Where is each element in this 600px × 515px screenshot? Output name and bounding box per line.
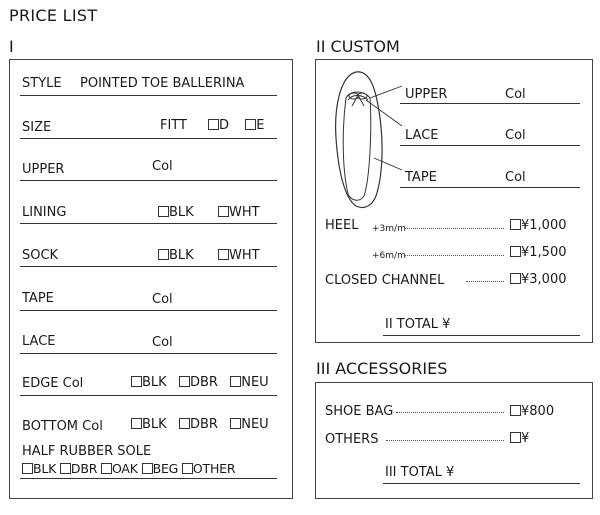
section-2-title: CUSTOM bbox=[330, 37, 400, 56]
lining-wht-label: WHT bbox=[228, 205, 260, 220]
bottom-neu-checkbox[interactable] bbox=[230, 418, 241, 429]
edge-line bbox=[20, 395, 277, 396]
heel-3mm-price: ¥1,000 bbox=[521, 218, 567, 233]
sock-blk-checkbox[interactable] bbox=[158, 249, 169, 260]
style-label: STYLE bbox=[22, 76, 62, 91]
tape-label: TAPE bbox=[22, 291, 54, 306]
custom-total-line bbox=[383, 335, 580, 336]
others-checkbox[interactable] bbox=[510, 432, 521, 443]
closed-channel-price: ¥3,000 bbox=[521, 272, 567, 287]
shoe-bag-price-row bbox=[510, 404, 554, 420]
custom-upper-label: UPPER bbox=[405, 87, 448, 102]
bottom-dbr-checkbox[interactable] bbox=[179, 418, 190, 429]
half-beg-label: BEG bbox=[152, 461, 179, 476]
page-title: PRICE LIST bbox=[9, 6, 98, 25]
custom-tape-line bbox=[400, 187, 580, 188]
bottom-options bbox=[131, 417, 269, 433]
lining-blk-label: BLK bbox=[169, 205, 194, 220]
sock-blk-label: BLK bbox=[169, 248, 194, 263]
section-2-label: II bbox=[316, 37, 326, 56]
custom-lace-label: LACE bbox=[405, 128, 439, 143]
tape-line bbox=[20, 310, 277, 311]
shoe-bag-price: ¥800 bbox=[521, 404, 555, 419]
style-line bbox=[20, 95, 277, 96]
size-label: SIZE bbox=[22, 120, 52, 135]
sock-label: SOCK bbox=[22, 248, 59, 263]
upper-label: UPPER bbox=[22, 162, 65, 177]
edge-blk-checkbox[interactable] bbox=[131, 376, 142, 387]
edge-neu-checkbox[interactable] bbox=[230, 376, 241, 387]
closed-channel-dots bbox=[466, 281, 504, 282]
lace-line bbox=[20, 353, 277, 354]
shoe-bag-checkbox[interactable] bbox=[510, 405, 521, 416]
custom-lace-line bbox=[400, 145, 580, 146]
fitt-e-checkbox[interactable] bbox=[245, 119, 256, 130]
section-1-label: I bbox=[9, 37, 14, 56]
sock-line bbox=[20, 266, 277, 267]
heel-3mm-label: +3m/m bbox=[372, 224, 406, 234]
accessories-total-label: III TOTAL ¥ bbox=[385, 465, 455, 480]
edge-options bbox=[131, 375, 269, 391]
section-2-heading bbox=[316, 37, 400, 56]
edge-blk-label: BLK bbox=[142, 375, 167, 390]
lining-options bbox=[158, 205, 260, 221]
bottom-neu-label: NEU bbox=[241, 417, 269, 432]
others-label: OTHERS bbox=[325, 432, 379, 447]
closed-channel-checkbox[interactable] bbox=[510, 273, 521, 284]
fitt-d-label: D bbox=[219, 118, 230, 133]
tape-value: Col bbox=[152, 292, 173, 307]
half-dbr-label: DBR bbox=[70, 461, 98, 476]
bottom-label: BOTTOM Col bbox=[22, 419, 103, 434]
heel-6mm-label: +6m/m bbox=[372, 251, 406, 261]
heel-3mm-price-row bbox=[510, 218, 567, 234]
shoe-bag-label: SHOE BAG bbox=[325, 404, 394, 419]
bottom-blk-label: BLK bbox=[142, 417, 167, 432]
lining-blk-checkbox[interactable] bbox=[158, 206, 169, 217]
closed-channel-label: CLOSED CHANNEL bbox=[325, 273, 445, 288]
fitt-d-checkbox[interactable] bbox=[208, 119, 219, 130]
edge-neu-label: NEU bbox=[241, 375, 269, 390]
closed-channel-price-row bbox=[510, 272, 567, 288]
style-value: POINTED TOE BALLERINA bbox=[80, 76, 245, 91]
half-other-checkbox[interactable] bbox=[182, 463, 193, 474]
half-rubber-options bbox=[22, 461, 235, 477]
half-blk-checkbox[interactable] bbox=[22, 463, 33, 474]
custom-tape-value: Col bbox=[505, 170, 526, 185]
section-3-heading bbox=[316, 359, 447, 378]
fitt-options bbox=[208, 118, 265, 134]
half-rubber-line bbox=[20, 478, 277, 479]
section-3-label: III bbox=[316, 359, 331, 378]
fitt-e-label: E bbox=[256, 118, 265, 133]
sock-wht-label: WHT bbox=[228, 248, 260, 263]
half-dbr-checkbox[interactable] bbox=[60, 463, 71, 474]
heel-6mm-checkbox[interactable] bbox=[510, 246, 521, 257]
ballerina-shoe-icon bbox=[330, 68, 410, 210]
heel-6mm-price: ¥1,500 bbox=[521, 245, 567, 260]
custom-lace-value: Col bbox=[505, 128, 526, 143]
half-other-label: OTHER bbox=[192, 461, 236, 476]
fitt-label: FITT bbox=[160, 118, 187, 133]
upper-line bbox=[20, 180, 277, 181]
shoe-bag-dots bbox=[396, 412, 504, 413]
heel-6mm-price-row bbox=[510, 245, 567, 261]
others-price-row bbox=[510, 431, 529, 447]
bottom-dbr-label: DBR bbox=[189, 417, 218, 432]
lace-label: LACE bbox=[22, 334, 56, 349]
edge-dbr-label: DBR bbox=[189, 375, 218, 390]
heel-3mm-dots bbox=[404, 228, 504, 229]
custom-total-label: II TOTAL ¥ bbox=[385, 317, 451, 332]
lining-line bbox=[20, 223, 277, 224]
custom-upper-value: Col bbox=[505, 87, 526, 102]
section-3-title: ACCESSORIES bbox=[335, 359, 448, 378]
half-blk-label: BLK bbox=[33, 461, 57, 476]
upper-value: Col bbox=[152, 159, 173, 174]
custom-upper-line bbox=[400, 103, 580, 104]
accessories-total-line bbox=[383, 483, 580, 484]
sock-options bbox=[158, 248, 260, 264]
size-line bbox=[20, 138, 277, 139]
half-rubber-label: HALF RUBBER SOLE bbox=[22, 444, 152, 459]
edge-label: EDGE Col bbox=[22, 376, 84, 391]
half-oak-checkbox[interactable] bbox=[101, 463, 112, 474]
custom-tape-label: TAPE bbox=[405, 170, 437, 185]
lining-label: LINING bbox=[22, 205, 67, 220]
others-dots bbox=[386, 440, 504, 441]
sock-wht-checkbox[interactable] bbox=[218, 249, 229, 260]
others-price: ¥ bbox=[521, 431, 530, 446]
half-beg-checkbox[interactable] bbox=[142, 463, 153, 474]
heel-6mm-dots bbox=[404, 255, 504, 256]
heel-3mm-checkbox[interactable] bbox=[510, 219, 521, 230]
heel-label: HEEL bbox=[325, 218, 359, 233]
bottom-blk-checkbox[interactable] bbox=[131, 418, 142, 429]
lining-wht-checkbox[interactable] bbox=[218, 206, 229, 217]
edge-dbr-checkbox[interactable] bbox=[179, 376, 190, 387]
lace-value: Col bbox=[152, 335, 173, 350]
half-oak-label: OAK bbox=[112, 461, 138, 476]
